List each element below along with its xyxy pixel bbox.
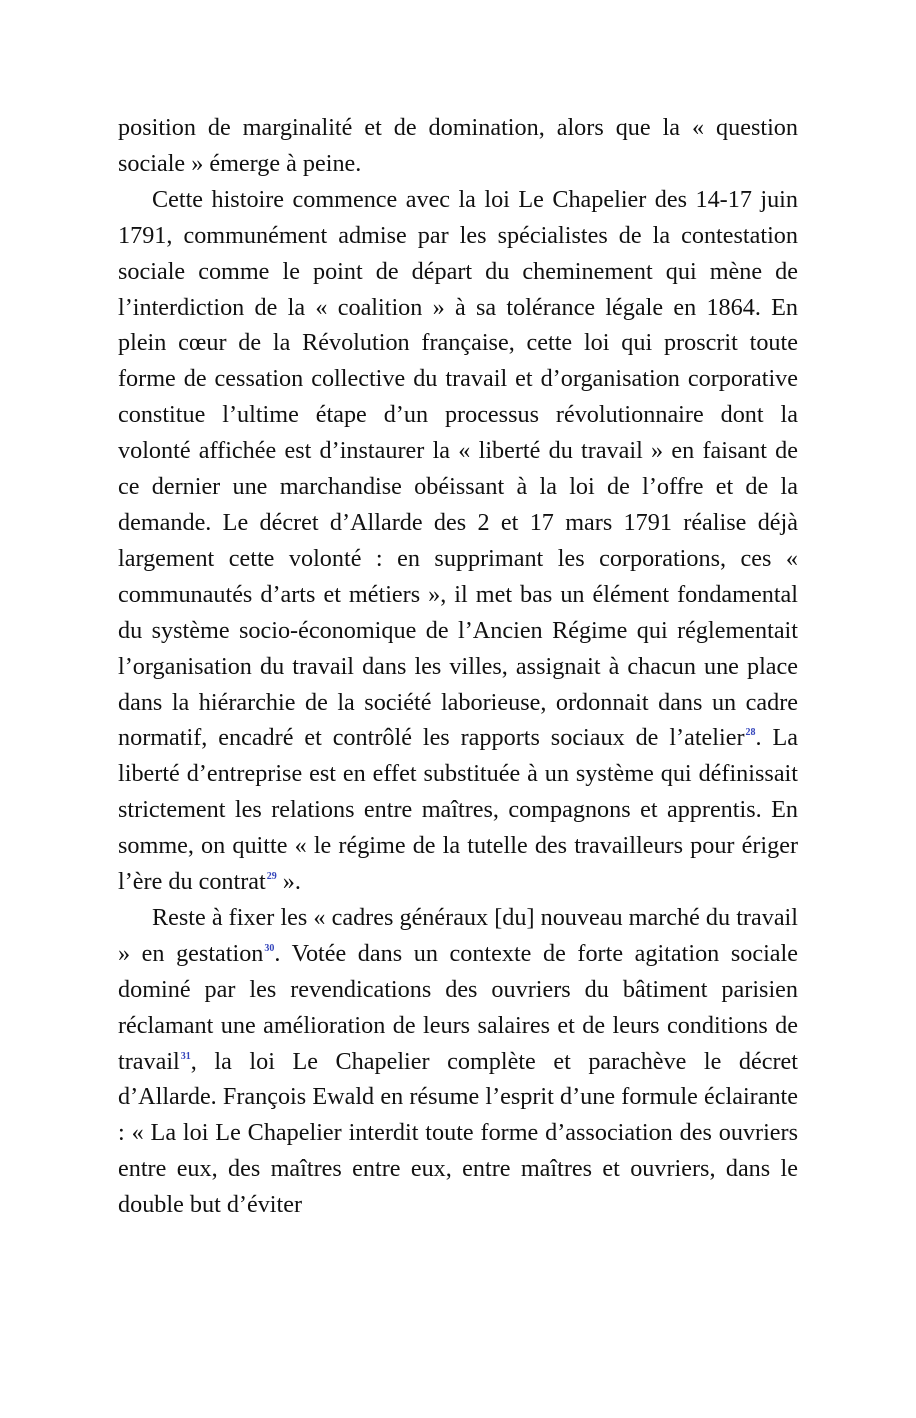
text-span: ». bbox=[276, 868, 301, 896]
text-span: Reste à fixer les « cadres généraux [du] nouveau marché du travail » en gestation bbox=[118, 903, 798, 967]
text-span: Cette histoire commence avec la loi Le Chapelier des 14-17 juin 1791, communément admise par les spécialistes de la contestation sociale comme le point de départ du cheminement qui mène de l’interdiction de la « coalition » à sa tolérance légale en 1864. En plein cœur de la Révolution française, cette loi qui proscrit toute forme de cessation collective du travail et d’organisation corporative constitue l’ultime étape d’un processus révolutionnaire dont la volonté affichée est d’instaurer la « liberté du travail » en faisant de ce dernier une marchandise obéissant à la loi de l’offre et de la demande. Le décret d’Allarde des 2 et 17 mars 1791 réalise déjà largement cette volonté : en supprimant les corporations, ces « communautés d’arts et métiers », il met bas un élément fondamental du système socio-économique de l’Ancien Régime qui réglementait l’organisation du travail dans les villes, assignait à chacun une place dans la hiérarchie de la société laborieuse, ordonnait dans un cadre normatif, encadré et contrôlé les rapports sociaux de l’atelier bbox=[118, 185, 798, 752]
text-span: . La liberté d’entreprise est en effet substituée à un système qui définissait strictement les relations entre maîtres, compagnons et apprentis. En somme, on quitte « le régime de la tutelle des travailleurs pour ériger l’ère du contrat bbox=[118, 724, 798, 896]
footnote-ref-31[interactable]: 31 bbox=[180, 1050, 191, 1062]
document-page bbox=[118, 110, 798, 1223]
footnote-ref-30[interactable]: 30 bbox=[264, 942, 275, 954]
text-span: . Votée dans un contexte de forte agitation sociale dominé par les revendications des ouvriers du bâtiment parisien réclamant une amélioration de leurs salaires et de leurs conditions de travail bbox=[118, 939, 798, 1075]
paragraph-3 bbox=[118, 900, 798, 1223]
text-span: , la loi Le Chapelier complète et parachève le décret d’Allarde. François Ewald en résume l’esprit d’une formule éclairante : « La loi Le Chapelier interdit toute forme d’association des ouvriers entre eux, des maîtres entre eux, entre maîtres et ouvriers, dans le double but d’éviter bbox=[118, 1047, 798, 1219]
paragraph-2 bbox=[118, 182, 798, 900]
footnote-ref-28[interactable]: 28 bbox=[745, 727, 756, 739]
paragraph-1 bbox=[118, 110, 798, 182]
footnote-ref-29[interactable]: 29 bbox=[266, 871, 277, 883]
text-span: position de marginalité et de domination, alors que la « question sociale » émerge à peine. bbox=[118, 114, 798, 177]
